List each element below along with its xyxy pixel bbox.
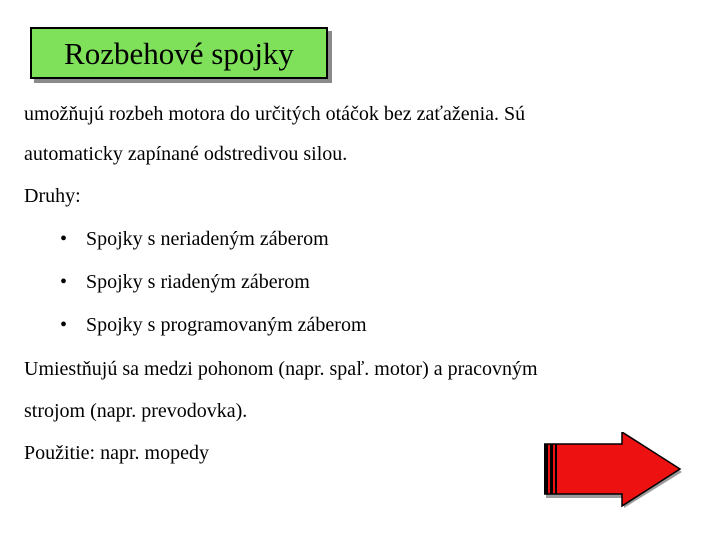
paragraph2-line1: Umiestňujú sa medzi pohonom (napr. spaľ. motor) a pracovným xyxy=(24,358,538,380)
usage-line: Použitie: napr. mopedy xyxy=(24,442,209,464)
slide-title: Rozbehové spojky xyxy=(64,36,294,71)
paragraph1-line2: automaticky zapínané odstredivou silou. xyxy=(24,143,348,165)
title-box xyxy=(30,27,328,79)
bullet-item xyxy=(60,227,329,251)
bullet-item xyxy=(60,313,367,337)
bullet-symbol: • xyxy=(60,314,68,336)
types-heading: Druhy: xyxy=(24,185,81,207)
bullet-text: Spojky s programovaným záberom xyxy=(86,314,367,336)
right-arrow-icon[interactable] xyxy=(544,432,684,508)
bullet-symbol: • xyxy=(60,271,68,293)
bullet-text: Spojky s riadeným záberom xyxy=(86,271,310,293)
paragraph2-line2: strojom (napr. prevodovka). xyxy=(24,400,248,422)
paragraph1-line1: umožňujú rozbeh motora do určitých otáčok bez zaťaženia. Sú xyxy=(24,103,526,125)
bullet-item xyxy=(60,270,310,294)
bullet-text: Spojky s neriadeným záberom xyxy=(86,228,329,250)
bullet-symbol: • xyxy=(60,228,68,250)
